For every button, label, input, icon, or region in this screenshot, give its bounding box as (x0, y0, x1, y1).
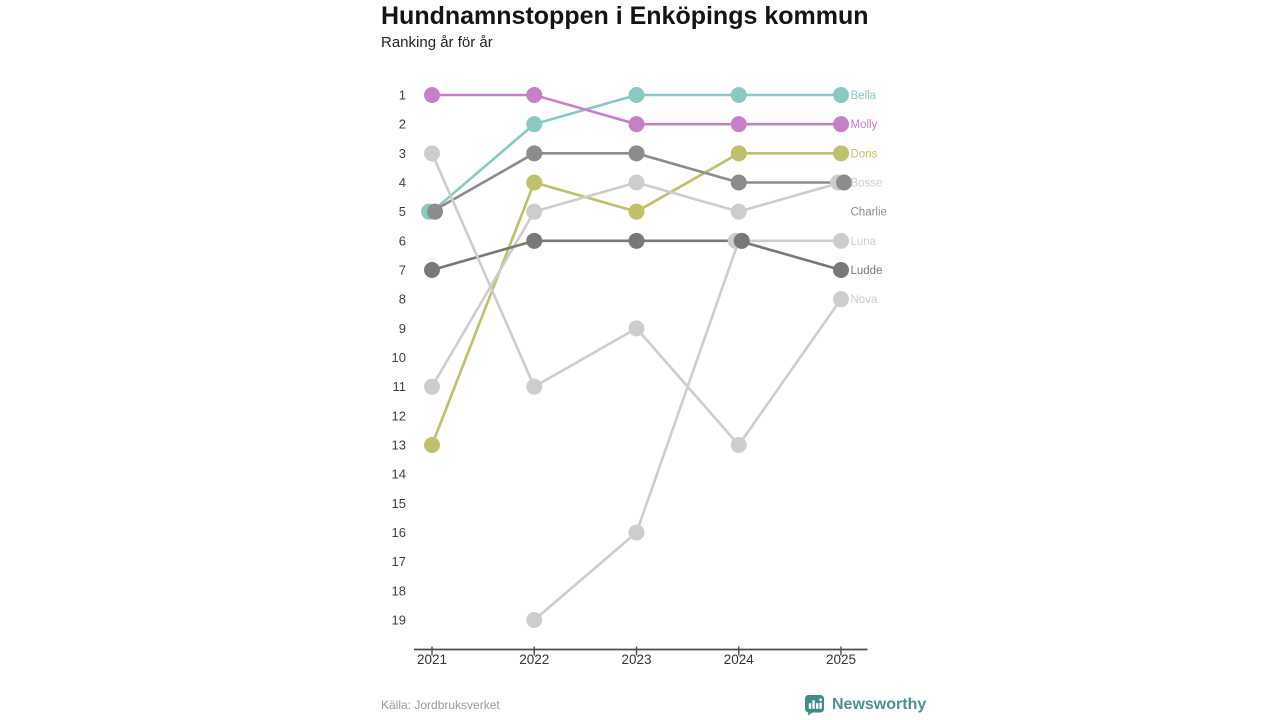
data-point-luna (629, 525, 645, 541)
y-tick-label: 3 (398, 145, 406, 161)
source-note: Källa: Jordbruksverket (381, 698, 500, 712)
y-tick-label: 4 (398, 175, 406, 191)
data-point-ludde (734, 233, 750, 249)
data-point-charlie (629, 145, 645, 161)
data-point-molly (629, 116, 645, 132)
data-point-charlie (526, 145, 542, 161)
data-point-nova (731, 437, 747, 453)
series-line-nova (432, 153, 841, 445)
y-tick-label: 8 (398, 291, 406, 307)
data-point-luna (526, 612, 542, 628)
data-point-bella (629, 87, 645, 103)
page-title: Hundnamnstoppen i Enköpings kommun (381, 2, 869, 30)
data-point-charlie (427, 204, 443, 220)
data-point-molly (424, 87, 440, 103)
x-tick-label: 2023 (621, 652, 652, 667)
y-tick-label: 7 (398, 262, 406, 278)
y-tick-label: 12 (391, 408, 406, 424)
y-tick-label: 2 (398, 116, 406, 132)
data-point-bosse (424, 379, 440, 395)
y-tick-label: 1 (398, 87, 406, 103)
data-point-molly (731, 116, 747, 132)
x-tick-label: 2025 (825, 652, 857, 667)
data-point-nova (833, 291, 849, 307)
y-tick-label: 15 (391, 495, 406, 511)
y-tick-label: 17 (391, 554, 406, 570)
data-point-bella (731, 87, 747, 103)
data-point-molly (833, 116, 849, 132)
data-point-doris (424, 437, 440, 453)
y-tick-label: 9 (398, 320, 406, 336)
brand-name: Newsworthy (832, 696, 927, 713)
data-point-bella (833, 87, 849, 103)
series-label-molly: Molly (850, 119, 878, 132)
series-label-charlie: Charlie (850, 206, 887, 219)
series-label-ludde: Ludde (850, 265, 883, 278)
data-point-bella (526, 116, 542, 132)
data-point-luna (833, 233, 849, 249)
y-tick-label: 14 (391, 466, 406, 482)
y-tick-label: 6 (398, 233, 406, 249)
data-point-doris (731, 145, 747, 161)
data-point-ludde (629, 233, 645, 249)
chart-subtitle: Ranking år för år (381, 34, 493, 51)
series-line-luna (534, 241, 841, 620)
series-label-bella: Bella (850, 90, 877, 102)
data-point-ludde (424, 262, 440, 278)
series-label-bosse: Bosse (850, 177, 883, 190)
y-tick-label: 11 (392, 379, 406, 395)
series-label-nova: Nova (850, 294, 878, 307)
data-point-ludde (833, 262, 849, 278)
y-tick-label: 13 (391, 437, 406, 453)
y-tick-label: 10 (391, 350, 406, 366)
data-point-nova (424, 145, 440, 161)
y-tick-label: 18 (391, 583, 406, 599)
data-point-molly (526, 87, 542, 103)
series-label-luna: Luna (850, 235, 877, 248)
data-point-charlie (731, 175, 747, 191)
data-point-bosse (731, 204, 747, 220)
data-point-doris (833, 145, 849, 161)
x-tick-label: 2024 (723, 652, 754, 667)
y-tick-label: 19 (391, 612, 406, 628)
y-tick-label: 5 (398, 204, 406, 220)
x-tick-label: 2022 (519, 652, 550, 667)
brand-lockup (804, 694, 926, 716)
data-point-ludde (526, 233, 542, 249)
newsworthy-logo-icon (804, 694, 825, 716)
data-point-bosse (629, 175, 645, 191)
y-tick-label: 16 (391, 525, 406, 541)
data-point-nova (629, 320, 645, 336)
x-tick-label: 2021 (416, 652, 448, 667)
data-point-bosse (526, 204, 542, 220)
data-point-doris (526, 175, 542, 191)
data-point-doris (629, 204, 645, 220)
data-point-nova (526, 379, 542, 395)
series-line-doris (432, 153, 841, 445)
series-label-doris: Doris (850, 148, 878, 161)
